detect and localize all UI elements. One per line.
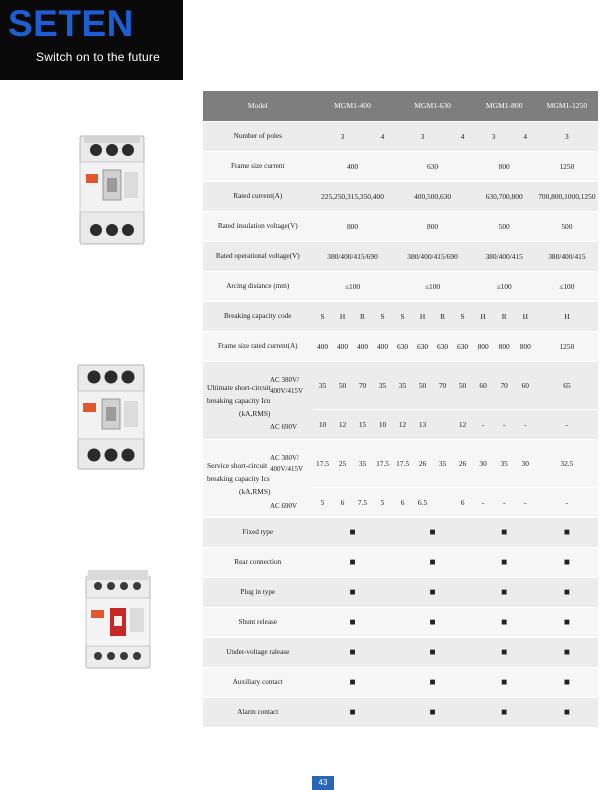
feature-mark: ■ bbox=[313, 697, 393, 727]
ics-label-line: breaking capacity Ics bbox=[207, 473, 270, 483]
feature-mark: ■ bbox=[536, 577, 598, 607]
table-cell: 17.5 bbox=[393, 439, 413, 487]
table-row bbox=[203, 181, 598, 211]
table-cell: 10 bbox=[313, 409, 333, 439]
feature-mark: ■ bbox=[473, 667, 536, 697]
feature-row bbox=[203, 667, 598, 697]
feature-mark: ■ bbox=[536, 517, 598, 547]
table-cell: - bbox=[515, 487, 536, 517]
table-cell: - bbox=[536, 487, 598, 517]
table-cell: 70 bbox=[353, 361, 373, 409]
table-cell: - bbox=[536, 409, 598, 439]
table-cell: 10 bbox=[373, 409, 393, 439]
row-label: Frame size current bbox=[203, 151, 313, 181]
table-cell: 400 bbox=[373, 331, 393, 361]
ics-label-line: (kA,RMS) bbox=[239, 486, 271, 496]
table-cell: 380/400/415 bbox=[536, 241, 598, 271]
row-label: Breaking capacity code bbox=[203, 301, 313, 331]
table-cell: 800 bbox=[313, 211, 393, 241]
table-cell: ≤100 bbox=[313, 271, 393, 301]
feature-row bbox=[203, 577, 598, 607]
table-row bbox=[203, 301, 598, 331]
table-cell: 26 bbox=[413, 439, 433, 487]
feature-mark: ■ bbox=[473, 697, 536, 727]
table-cell: ≤100 bbox=[393, 271, 473, 301]
feature-row bbox=[203, 697, 598, 727]
voltage-label: 400V/415V bbox=[270, 465, 304, 473]
table-cell: 6 bbox=[393, 487, 413, 517]
model-header: MGM1-1250 bbox=[536, 91, 598, 121]
breaker-image-mgm1-400 bbox=[76, 134, 148, 247]
brand-logo: SETEN bbox=[8, 3, 134, 44]
feature-mark: ■ bbox=[393, 697, 473, 727]
header-row bbox=[203, 91, 598, 121]
table-cell: 5 bbox=[313, 487, 333, 517]
feature-mark: ■ bbox=[536, 547, 598, 577]
table-cell: ≤100 bbox=[536, 271, 598, 301]
table-cell: 35 bbox=[433, 439, 453, 487]
table-cell: 3 bbox=[393, 121, 453, 151]
table-cell: 70 bbox=[433, 361, 453, 409]
table-cell: 3 bbox=[473, 121, 515, 151]
ics-label-line: Service short-circuit bbox=[207, 460, 268, 470]
table-cell: 800 bbox=[473, 151, 536, 181]
ics-voltage-labels bbox=[270, 453, 307, 475]
feature-mark: ■ bbox=[473, 517, 536, 547]
feature-mark: ■ bbox=[313, 547, 393, 577]
row-label: Auxiliary contact bbox=[203, 667, 313, 697]
table-cell: 630 bbox=[393, 331, 413, 361]
page-number: 43 bbox=[312, 776, 334, 790]
row-label: Rear connection bbox=[203, 547, 313, 577]
table-cell: 6 bbox=[453, 487, 473, 517]
table-row bbox=[203, 331, 598, 361]
feature-mark: ■ bbox=[473, 547, 536, 577]
feature-mark: ■ bbox=[536, 697, 598, 727]
table-cell: 630 bbox=[393, 151, 473, 181]
model-label: Model bbox=[203, 91, 313, 121]
table-cell: 1250 bbox=[536, 331, 598, 361]
table-cell: H bbox=[473, 301, 494, 331]
table-cell: 17.5 bbox=[313, 439, 333, 487]
feature-row bbox=[203, 607, 598, 637]
row-label: Arcing distance (mm) bbox=[203, 271, 313, 301]
table-cell: 30 bbox=[473, 439, 494, 487]
table-cell: - bbox=[494, 409, 515, 439]
table-row bbox=[203, 241, 598, 271]
table-cell: 630 bbox=[413, 331, 433, 361]
table-cell: 800 bbox=[515, 331, 536, 361]
table-cell: 400 bbox=[313, 331, 333, 361]
voltage-label: AC 380V/ bbox=[270, 454, 299, 462]
table-cell: S bbox=[393, 301, 413, 331]
table-cell: 12 bbox=[333, 409, 353, 439]
feature-mark: ■ bbox=[393, 577, 473, 607]
table-cell: 5 bbox=[373, 487, 393, 517]
voltage-label: AC 380V/ bbox=[270, 376, 299, 384]
voltage-label: AC 690V bbox=[270, 502, 298, 510]
brand-header bbox=[0, 0, 183, 80]
feature-mark: ■ bbox=[393, 547, 473, 577]
table-cell: R bbox=[433, 301, 453, 331]
icu-label-line: breaking capacity Icu bbox=[207, 395, 271, 405]
icu-label-line: (kA,RMS) bbox=[239, 408, 271, 418]
table-cell: 4 bbox=[373, 121, 393, 151]
table-cell: 60 bbox=[473, 361, 494, 409]
table-cell: 4 bbox=[515, 121, 536, 151]
feature-mark: ■ bbox=[393, 607, 473, 637]
voltage-label: 400V/415V bbox=[270, 387, 304, 395]
table-cell: 500 bbox=[473, 211, 536, 241]
table-cell: H bbox=[536, 301, 598, 331]
table-cell: R bbox=[353, 301, 373, 331]
row-label: Number of poles bbox=[203, 121, 313, 151]
table-cell: 35 bbox=[494, 439, 515, 487]
table-cell: 400,500,630 bbox=[393, 181, 473, 211]
table-cell: 4 bbox=[453, 121, 473, 151]
icu-690-label bbox=[270, 423, 307, 431]
table-cell: 380/400/415/690 bbox=[393, 241, 473, 271]
model-header: MGM1-800 bbox=[473, 91, 536, 121]
row-label: Alarm contact bbox=[203, 697, 313, 727]
feature-mark: ■ bbox=[393, 667, 473, 697]
feature-mark: ■ bbox=[313, 637, 393, 667]
table-cell bbox=[433, 409, 453, 439]
table-cell: H bbox=[515, 301, 536, 331]
feature-mark: ■ bbox=[393, 637, 473, 667]
table-cell: 50 bbox=[453, 361, 473, 409]
table-row bbox=[203, 439, 598, 487]
ics-690-label bbox=[270, 502, 307, 510]
spec-table bbox=[203, 91, 598, 727]
breaker-image-mgm1-630 bbox=[74, 363, 148, 471]
table-cell: 35 bbox=[393, 361, 413, 409]
table-row bbox=[203, 151, 598, 181]
table-cell: 6 bbox=[333, 487, 353, 517]
table-cell: 12 bbox=[393, 409, 413, 439]
table-cell: 400 bbox=[353, 331, 373, 361]
feature-mark: ■ bbox=[473, 577, 536, 607]
feature-mark: ■ bbox=[536, 607, 598, 637]
table-cell: - bbox=[473, 487, 494, 517]
table-cell: R bbox=[494, 301, 515, 331]
table-cell: 50 bbox=[333, 361, 353, 409]
table-cell: 70 bbox=[494, 361, 515, 409]
feature-mark: ■ bbox=[536, 667, 598, 697]
model-header: MGM1-400 bbox=[313, 91, 393, 121]
table-cell: 17.5 bbox=[373, 439, 393, 487]
feature-mark: ■ bbox=[473, 607, 536, 637]
table-row bbox=[203, 361, 598, 409]
table-cell: 3 bbox=[313, 121, 373, 151]
table-cell: 32.5 bbox=[536, 439, 598, 487]
table-cell: 65 bbox=[536, 361, 598, 409]
feature-mark: ■ bbox=[313, 577, 393, 607]
row-label: Frame size rated current(A) bbox=[203, 331, 313, 361]
table-cell: 50 bbox=[413, 361, 433, 409]
table-cell: 380/400/415 bbox=[473, 241, 536, 271]
table-cell: 12 bbox=[453, 409, 473, 439]
table-cell: S bbox=[313, 301, 333, 331]
table-cell: 35 bbox=[353, 439, 373, 487]
table-cell: 500 bbox=[536, 211, 598, 241]
table-cell: ≤100 bbox=[473, 271, 536, 301]
icu-voltage-labels bbox=[270, 375, 307, 397]
table-cell: S bbox=[453, 301, 473, 331]
voltage-label: AC 690V bbox=[270, 423, 298, 431]
table-cell: 26 bbox=[453, 439, 473, 487]
row-label: Under-voltage ralease bbox=[203, 637, 313, 667]
table-cell: 13 bbox=[413, 409, 433, 439]
table-cell: S bbox=[373, 301, 393, 331]
table-cell bbox=[433, 487, 453, 517]
table-cell: 6.5 bbox=[413, 487, 433, 517]
table-cell: - bbox=[515, 409, 536, 439]
table-cell: 800 bbox=[494, 331, 515, 361]
row-label: Rated insulation voltage(V) bbox=[203, 211, 313, 241]
table-cell: 700,800,1000,1250 bbox=[536, 181, 598, 211]
row-label: Rated current(A) bbox=[203, 181, 313, 211]
model-header: MGM1-630 bbox=[393, 91, 473, 121]
table-cell: - bbox=[473, 409, 494, 439]
feature-mark: ■ bbox=[393, 517, 473, 547]
table-cell: - bbox=[494, 487, 515, 517]
row-label: Fixed type bbox=[203, 517, 313, 547]
row-label: Plug in type bbox=[203, 577, 313, 607]
table-cell: 380/400/415/690 bbox=[313, 241, 393, 271]
table-cell: H bbox=[413, 301, 433, 331]
table-row bbox=[203, 211, 598, 241]
feature-mark: ■ bbox=[313, 517, 393, 547]
table-cell: 35 bbox=[373, 361, 393, 409]
feature-row bbox=[203, 547, 598, 577]
table-cell: 800 bbox=[473, 331, 494, 361]
table-cell: 630 bbox=[433, 331, 453, 361]
table-cell: 25 bbox=[333, 439, 353, 487]
table-cell: 35 bbox=[313, 361, 333, 409]
breaker-image-mgm1-800 bbox=[82, 568, 154, 670]
table-cell: 7.5 bbox=[353, 487, 373, 517]
row-label: Rated operational voltage(V) bbox=[203, 241, 313, 271]
table-row bbox=[203, 121, 598, 151]
feature-row bbox=[203, 517, 598, 547]
brand-tagline: Switch on to the future bbox=[36, 50, 161, 64]
table-cell: 1250 bbox=[536, 151, 598, 181]
row-label: Shunt release bbox=[203, 607, 313, 637]
feature-mark: ■ bbox=[313, 667, 393, 697]
table-cell: 800 bbox=[393, 211, 473, 241]
icu-label-line: Ultimate short-circuit bbox=[207, 382, 271, 392]
table-cell: 3 bbox=[536, 121, 598, 151]
table-cell: 60 bbox=[515, 361, 536, 409]
feature-mark: ■ bbox=[313, 607, 393, 637]
table-cell: 225,250,315,350,400 bbox=[313, 181, 393, 211]
table-cell: 15 bbox=[353, 409, 373, 439]
table-cell: 400 bbox=[313, 151, 393, 181]
table-cell: H bbox=[333, 301, 353, 331]
table-cell: 400 bbox=[333, 331, 353, 361]
feature-mark: ■ bbox=[536, 637, 598, 667]
table-cell: 30 bbox=[515, 439, 536, 487]
feature-mark: ■ bbox=[473, 637, 536, 667]
table-cell: 630,700,800 bbox=[473, 181, 536, 211]
feature-row bbox=[203, 637, 598, 667]
table-cell: 630 bbox=[453, 331, 473, 361]
table-row bbox=[203, 271, 598, 301]
